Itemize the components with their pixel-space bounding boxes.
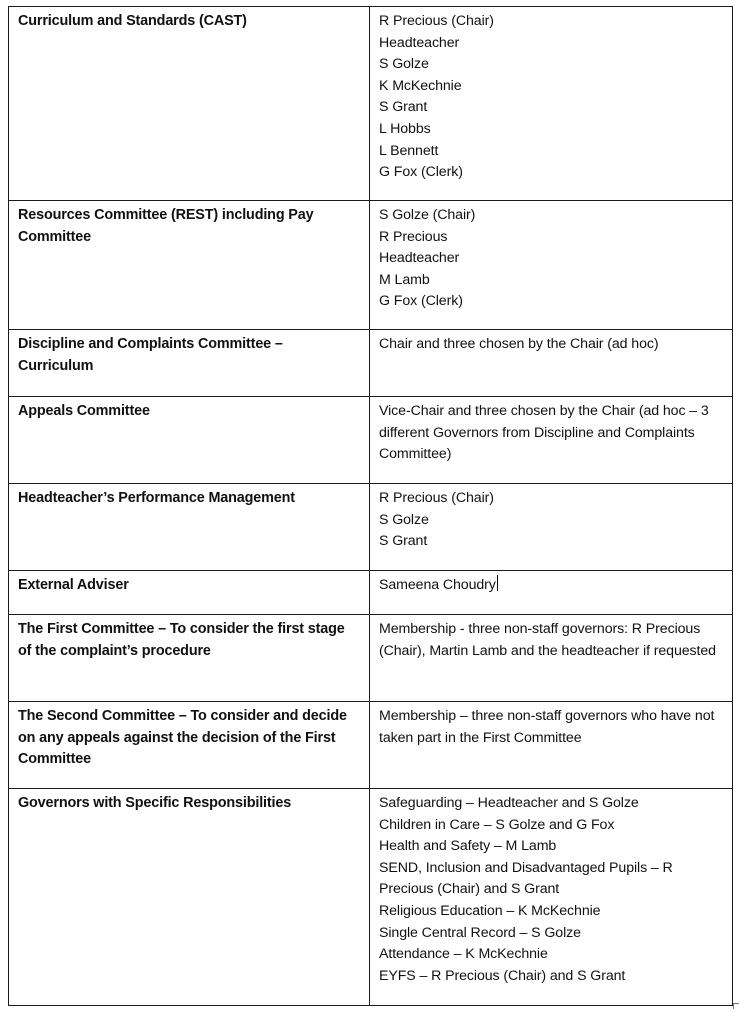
table-row — [9, 7, 733, 201]
committee-description: Membership - three non-staff governors: R Precious (Chair), Martin Lamb and the headteacher if requested — [379, 621, 716, 659]
committee-membership-table — [8, 6, 733, 1006]
member-entry: R Precious (Chair) — [379, 490, 494, 506]
committee-name: Governors with Specific Responsibilities — [9, 789, 370, 1006]
committee-name: Resources Committee (REST) including Pay Committee — [9, 201, 370, 330]
committee-members — [370, 397, 733, 484]
committee-members — [370, 615, 733, 702]
committee-members — [370, 7, 733, 201]
member-entry: Sameena Choudry — [379, 577, 496, 593]
page-corner-mark — [733, 1003, 739, 1009]
member-entry: Headteacher — [379, 34, 460, 51]
committee-name: Discipline and Complaints Committee – Curriculum — [9, 330, 370, 397]
member-entry: K McKechnie — [379, 77, 462, 94]
member-entry: S Grant — [379, 533, 428, 550]
table-row — [9, 397, 733, 484]
committee-description: Membership – three non-staff governors who have not taken part in the First Committee — [379, 708, 715, 746]
table-row — [9, 702, 733, 789]
table-row — [9, 484, 733, 571]
member-entry: S Golze — [379, 56, 429, 73]
text-cursor — [497, 575, 498, 591]
member-entry: R Precious — [379, 228, 448, 245]
responsibility-entry: Single Central Record – S Golze — [379, 924, 581, 941]
responsibility-entry: Religious Education – K McKechnie — [379, 902, 601, 919]
committee-members — [370, 702, 733, 789]
member-entry: Headteacher — [379, 250, 460, 267]
committee-members[interactable] — [370, 571, 733, 615]
member-entry: S Grant — [379, 99, 428, 116]
member-entry: G Fox (Clerk) — [379, 164, 463, 181]
responsibility-entry: Children in Care – S Golze and G Fox — [379, 816, 615, 833]
member-entry: G Fox (Clerk) — [379, 293, 463, 310]
committee-name: External Adviser — [9, 571, 370, 615]
committee-name: Headteacher’s Performance Management — [9, 484, 370, 571]
table-row — [9, 330, 733, 397]
member-entry: S Golze — [379, 511, 429, 528]
committee-name: The First Committee – To consider the first stage of the complaint’s procedure — [9, 615, 370, 702]
member-entry: S Golze (Chair) — [379, 207, 476, 223]
member-entry: M Lamb — [379, 271, 430, 288]
responsibility-entry: EYFS – R Precious (Chair) and S Grant — [379, 967, 626, 984]
committee-name: Curriculum and Standards (CAST) — [9, 7, 370, 201]
responsibility-entry: Health and Safety – M Lamb — [379, 838, 557, 855]
committee-description: Vice-Chair and three chosen by the Chair (ad hoc – 3 different Governors from Discipline and Complaints Committee) — [379, 403, 709, 463]
member-entry: R Precious (Chair) — [379, 13, 494, 29]
table-row — [9, 615, 733, 702]
responsibility-entry: Safeguarding – Headteacher and S Golze — [379, 795, 639, 811]
committee-members — [370, 484, 733, 571]
responsibility-entry: SEND, Inclusion and Disadvantaged Pupils – R Precious (Chair) and S Grant — [379, 859, 673, 898]
member-entry: L Bennett — [379, 142, 439, 159]
table-row — [9, 201, 733, 330]
committee-members — [370, 330, 733, 397]
committee-members — [370, 201, 733, 330]
member-entry: L Hobbs — [379, 120, 431, 137]
committee-description: Chair and three chosen by the Chair (ad hoc) — [379, 336, 659, 352]
committee-name: The Second Committee – To consider and decide on any appeals against the decision of the First Committee — [9, 702, 370, 789]
table-row — [9, 789, 733, 1006]
committee-name: Appeals Committee — [9, 397, 370, 484]
table-row — [9, 571, 733, 615]
responsibility-entry: Attendance – K McKechnie — [379, 946, 548, 963]
responsibilities-list — [370, 789, 733, 1006]
